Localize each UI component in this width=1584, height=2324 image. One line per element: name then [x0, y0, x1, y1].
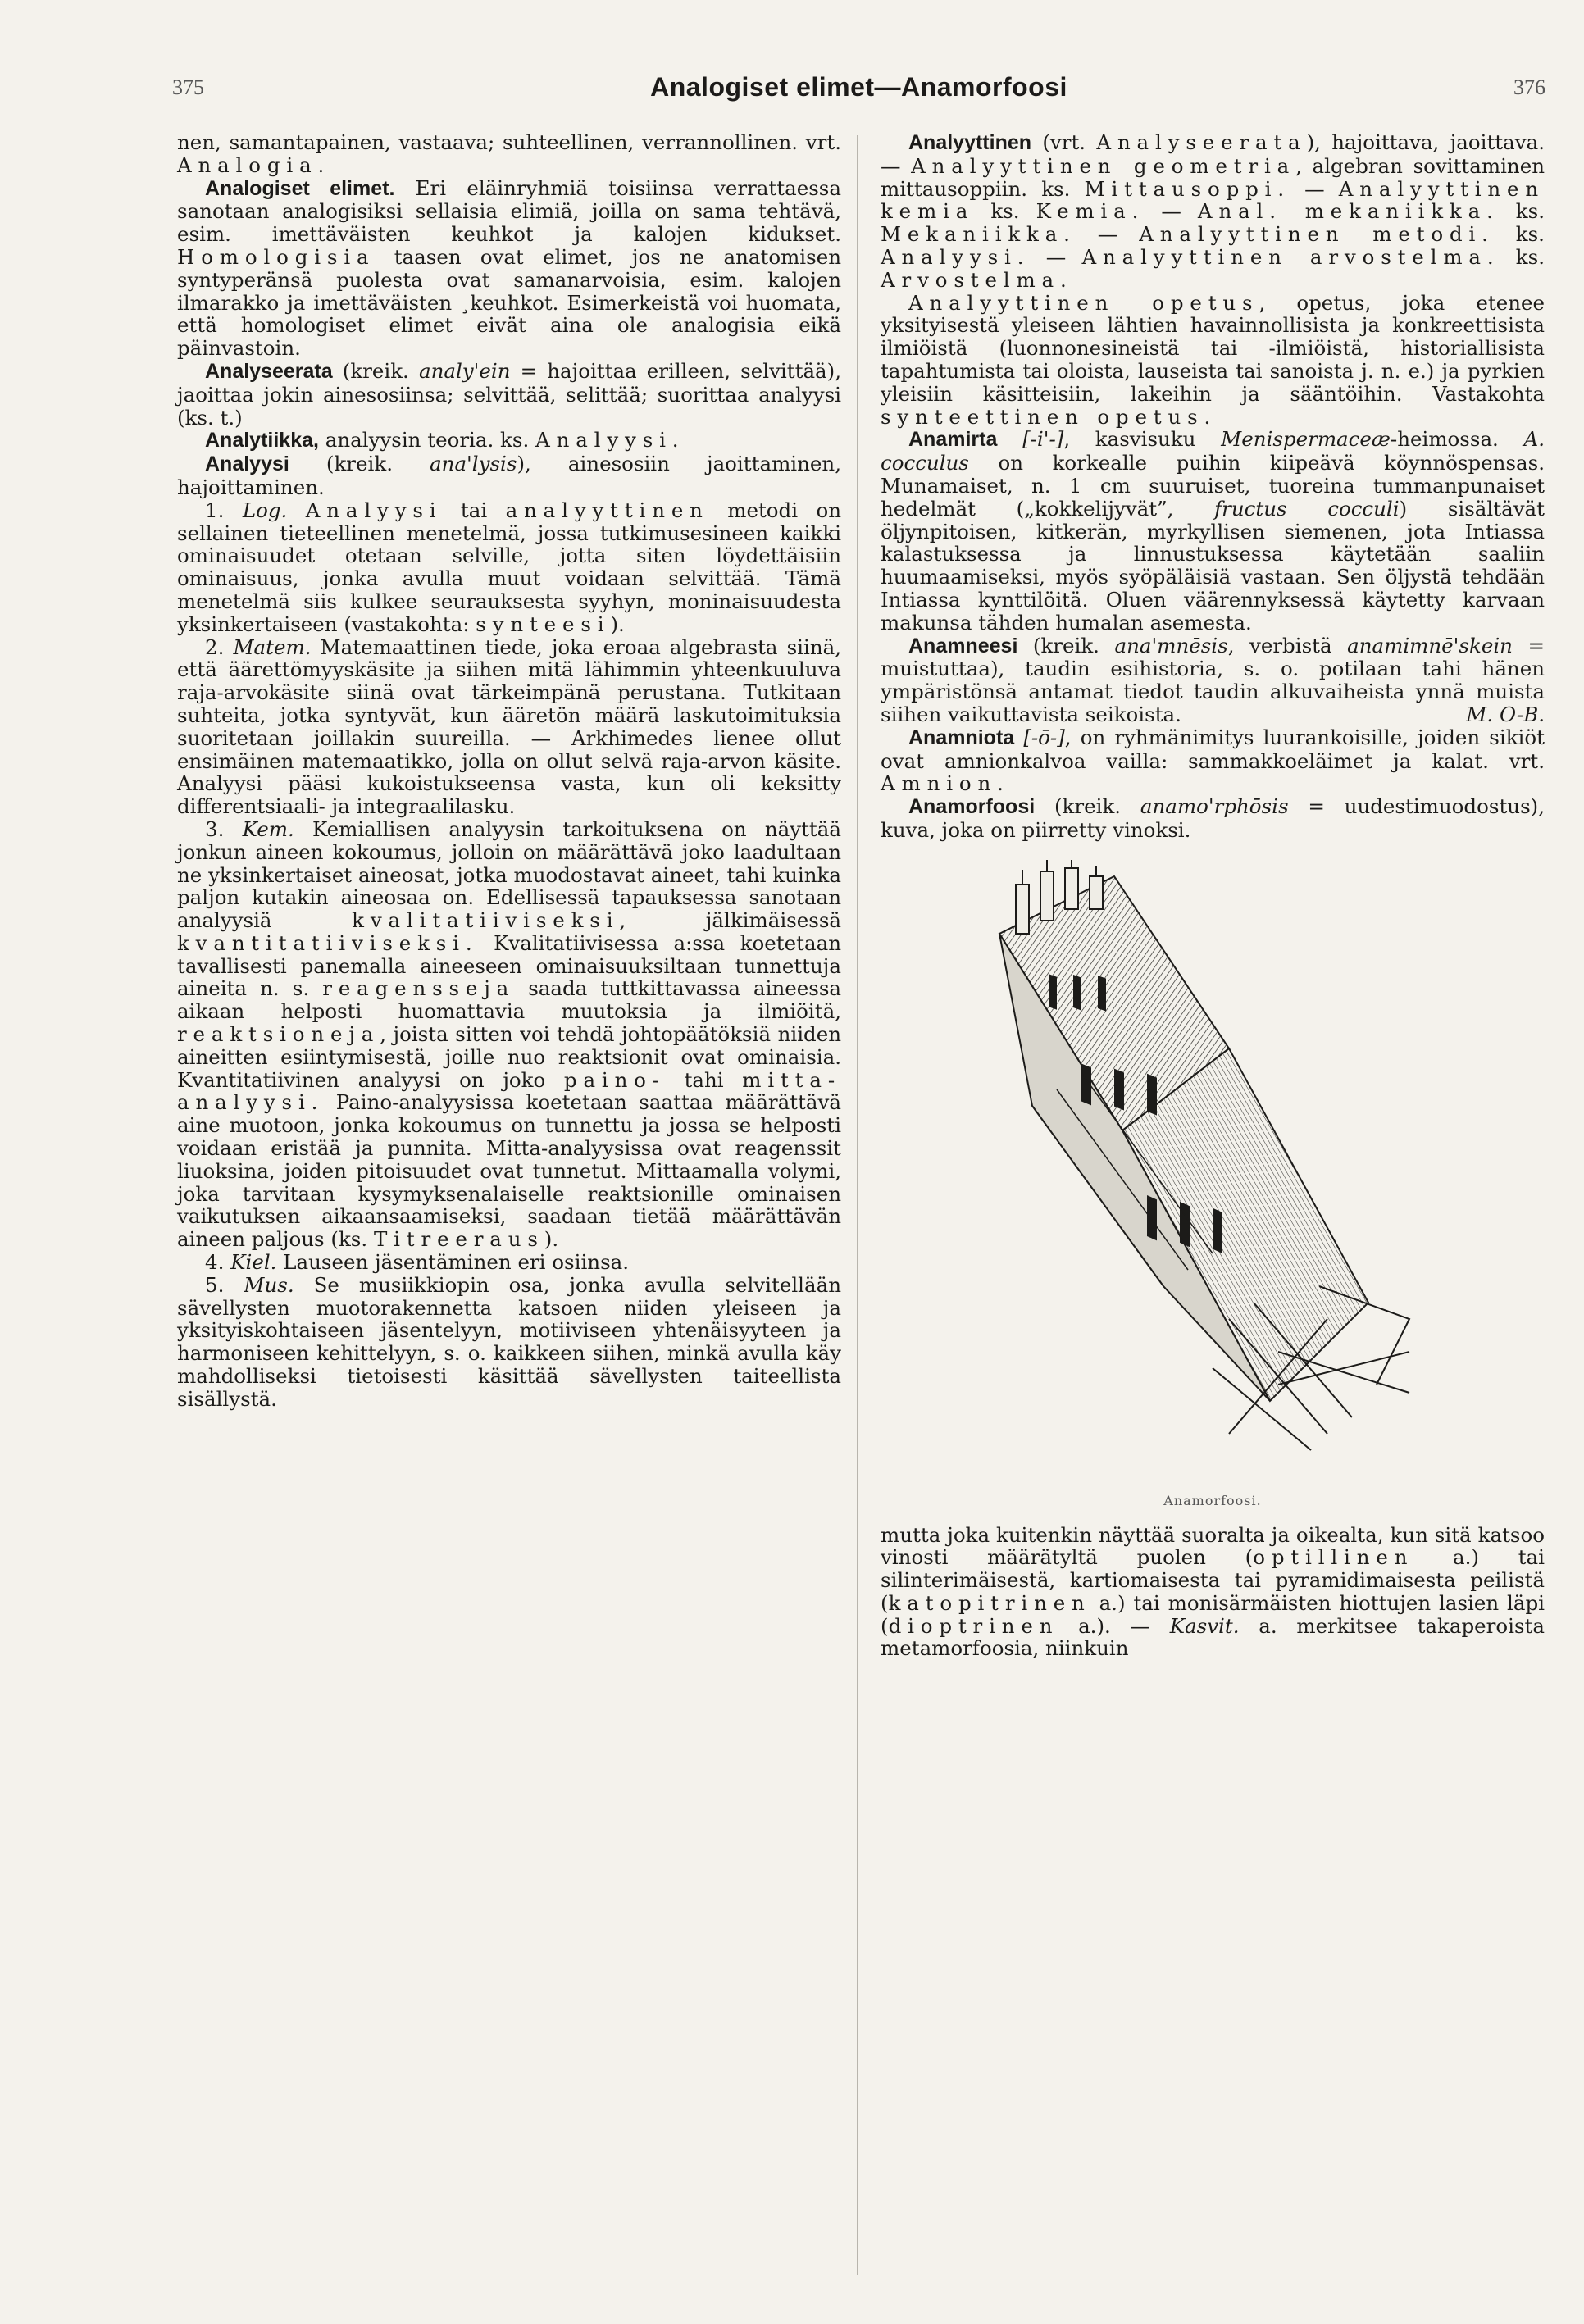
headword: Analyyttinen — [908, 131, 1032, 154]
entry-continuation: nen, samantapainen, vastaava; suhteellinen, verrannollinen. vrt. Analogia. — [177, 130, 841, 177]
entry-analyseerata: Analyseerata (kreik. analy'ein = hajoittaa erilleen, selvittää), jaoittaa jokin ainesosiinsa; selvittää, selittää; suorittaa analyysi (ks. t.) — [177, 358, 842, 430]
analyysi-sense-4: 4. Kiel. Lauseen jäsentäminen eri osiinsa. — [205, 1250, 630, 1275]
analyysi-sense-1: 1. Log. Analyysi tai analyyttinen metodi on sellainen tieteellinen menetelmä, jossa tutkimusesineen kaikki ominaisuudet otetaan selville, jotta siten löydettäisiin ominaisuus, jonka avulla muut voidaan selvittää. Tämä menetelmä siis kulkee seurauksesta syyhyn, moninaisuudesta yksinkertaiseen (vastakohta: synteesi). — [177, 498, 842, 636]
entry-anamorfoosi: Anamorfoosi (kreik. anamo'rphōsis = uudestimuodostus), kuva, joka on piirretty vinoksi. — [881, 794, 1545, 842]
entry-analyysi: Analyysi (kreik. ana'lysis), ainesosiin jaoittaminen, hajoittaminen. — [177, 452, 841, 499]
page-number-left: 375 — [172, 75, 204, 99]
right-column — [881, 131, 1545, 1660]
entry-anamorfoosi-continued: mutta joka kuitenkin näyttää suoralta ja oikealta, kun sitä katsoo vinosti määrätyltä puolen (optillinen a.) tai silinterimäisestä, kartiomaisesta tai pyramidimaisesta peilistä (katopitrinen a.) tai monisärmäisten hiottujen lasien läpi (dioptrinen a.). — Kasvit. a. merkitsee takaperoista metamorfoosia, niinkuin — [881, 1522, 1545, 1661]
headword: Analyysi — [205, 453, 289, 476]
headword: Analogiset elimet. — [205, 176, 395, 200]
running-title: Analogiset elimet—Anamorfoosi — [650, 72, 1067, 102]
page-number-right: 376 — [1513, 75, 1545, 99]
entry-anamniota: Anamniota [-ō-], on ryhmänimitys luurankoisille, joiden sikiöt ovat amnionkalvoa vailla: sammakkoeläimet ja kalat. vrt. Amnion. — [881, 725, 1545, 796]
figure-caption: Anamorfoosi. — [1163, 1492, 1262, 1508]
column-divider — [857, 135, 858, 2275]
entry-analyyttinen: Analyyttinen (vrt. Analyseerata), hajoittava, jaoittava. — Analyyttinen geometria, algebran sovittaminen mittausoppiin. ks. Mittausoppi. — Analyyttinen kemia ks. Kemia. — Anal. mekaniikka. ks. Mekaniikka. — Analyyttinen metodi. ks. Analyysi. — Analyyttinen arvostelma. ks. Arvostelma. — [881, 130, 1545, 292]
analyysi-sense-2: 2. Matem. Matemaattinen tiede, joka eroaa algebrasta siinä, että äärettömyyskäsite ja siihen mitä lähimmin yhteenkuuluva raja-arvokäsite siinä ovat tärkeimpänä perustana. Tutkitaan suhteita, jotka syntyvät, kun ääretön määrä laskutoimituksia suoritetaan joillakin suureilla. — Arkhimedes lienee ollut ensimäinen matemaatikko, jolla on ollut selvä raja-arvon käsite. Analyysi pääsi kukoistukseensa vasta, kun oli keksitty differentsiaali- ja integraalilasku. — [177, 634, 841, 819]
headword: Anamorfoosi — [908, 795, 1036, 819]
analyysi-sense-5: 5. Mus. Se musiikkiopin osa, jonka avulla selvitellään sävellysten muotorakennetta katsoen niiden yleiseen ja yksityiskohtaiseen jäsentelyyn, motiiviseen yhtenäisyyteen ja harmoniseen kehittelyyn, s. o. kaikkeen siihen, minkä avulla käy mahdolliseksi tietoisesti käsittää sävellysten taiteellista sisällystä. — [177, 1272, 841, 1411]
entry-analogiset-elimet: Analogiset elimet. Eri eläinryhmiä toisiinsa verrattaessa sanotaan analogisiksi sellaisia elimiä, joilla on sama tehtävä, esim. imettäväisten keuhkot ja kalojen kidukset. Homologisia taasen ovat elimet, jos ne anatomisen syntyperänsä puolesta ovat samanarvoisia, esim. kalojen ilmarakko ja imettäväisten ¸keuhkot. Esimerkeistä voi huomata, että homologiset elimet eivät aina ole analogisia eikä päinvastoin. — [177, 175, 841, 361]
headword: Anamniota — [908, 725, 1015, 749]
anamorphosis-illustration — [983, 860, 1442, 1483]
headword: Analytiikka, — [205, 429, 319, 453]
page-header — [172, 72, 1545, 108]
entry-anamneesi: Anamneesi (kreik. ana'mnēsis, verbistä anamimnē'skein = muistuttaa), taudin esihistoria, s. o. potilaan tahi hänen ympäristönsä antamat tiedot taudin alkuvaiheista ynnä muista siihen vaikuttavista seikoista. M. O-B. — [881, 633, 1545, 726]
entry-analyyttinen-opetus: Analyyttinen opetus, opetus, joka etenee yksityisestä yleiseen lähtien havainnollisista ja konkreettisista ilmiöistä (luonnonesineistä tai -ilmiöistä, historiallisista tapahtumista tai oloista, lauseista tai sanoista j. n. e.) ja pyrkien yleisiin käsitteisiin, lakeihin ja sääntöihin. Vastakohta synteettinen opetus. — [881, 290, 1545, 429]
analyysi-sense-3: 3. Kem. Kemiallisen analyysin tarkoituksena on näyttää jonkun aineen kokoumus, jolloin on määrättävä joko laadultaan ne yksinkertaiset aineosat, jotka muodostavat aineet, tahi kuinka paljon kutakin aineosaa on. Edellisessä tapauksessa sanotaan analyysiä kvalitatiiviseksi, jälkimäisessä kvantitatiiviseksi. Kvalitatiivisessa a:ssa koetetaan tavallisesti panemalla aineeseen ominaisuuksiltaan tunnettuja aineita n. s. reagensseja saada tuttkittavassa aineessa aikaan helposti huomattavia muutoksia ja ilmiöitä, reaktsioneja, joista sitten voi tehdä johtopäätöksiä niiden aineitten esiintymisestä, joille nuo reaktsionit ovat ominaisia. Kvantitatiivinen analyysi on joko paino- tahi mitta-analyysi. Paino-analyysissa koetetaan saattaa määrättävä aine muotoon, jonka kokoumus on tunnettu ja jossa se helposti voidaan eristää ja punnita. Mitta-analyysissa ovat reagenssit liuoksina, joiden pitoisuudet ovat tunnetut. Mittaamalla volymi, joka tarvitaan kysymyksenalaiselle reaktsionille ominaisen vaikutuksen aikaansaamiseksi, saadaan tietää määrättävän aineen paljous (ks. Titreeraus). — [177, 816, 841, 1252]
headword: Anamirta — [908, 428, 998, 452]
entry-anamirta: Anamirta [-i'-], kasvisuku Menispermaceæ-heimossa. A. cocculus on korkealle puihin kiipeävä köynnöspensas. Munamaiset, n. 1 cm suuruiset, tuoreina tummanpunaiset hedelmät („kokkelijyvät”, fructus cocculi) sisältävät öljynpitoisen, kitkerän, myrkyllisen siemenen, jota Intiassa kalastuksessa ja linnustuksessa käytetään saaliin huumaamiseksi, myös syöpäläisiä vastaan. Sen öljystä tehdään Intiassa kynttilöitä. Oluen väärennyksessä käytetty karvaan makunsa tähden humalan asemesta. — [881, 427, 1545, 634]
entry-analytiikka: Analytiikka, analyysin teoria. ks. Analyysi. — [205, 428, 685, 453]
headword: Analyseerata — [205, 359, 333, 383]
left-column — [177, 131, 841, 1411]
author-signature: M. O-B. — [1466, 702, 1545, 726]
headword: Anamneesi — [908, 634, 1018, 657]
